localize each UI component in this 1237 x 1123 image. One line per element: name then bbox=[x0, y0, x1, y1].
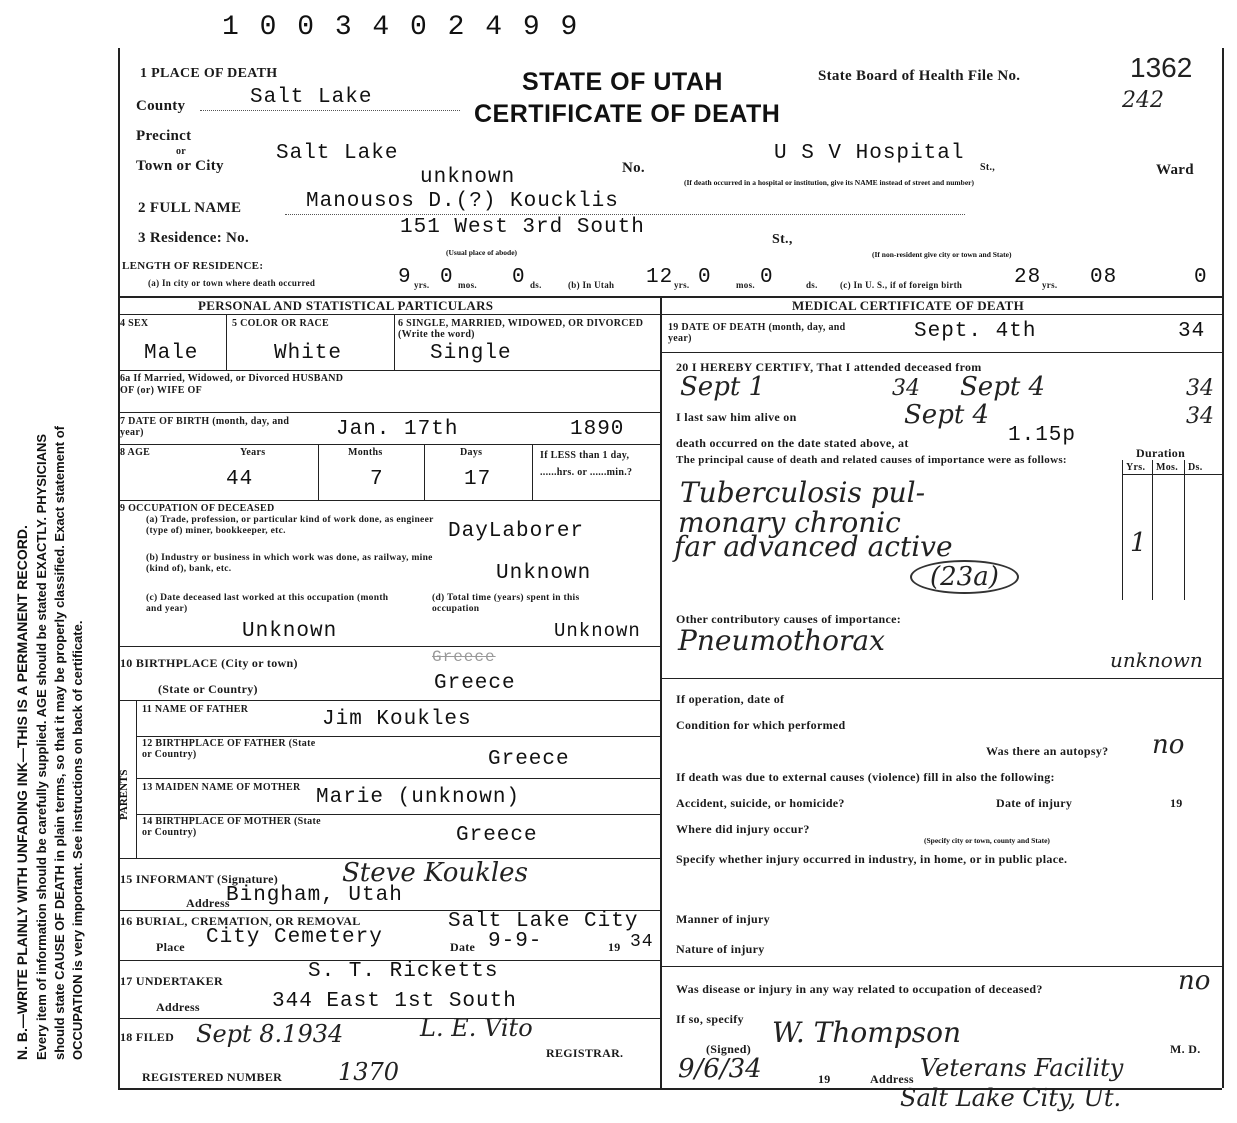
length-b-label: (b) In Utah bbox=[568, 280, 615, 290]
duration-ds: Ds. bbox=[1188, 462, 1203, 473]
length-b-yrs-label: yrs. bbox=[674, 280, 690, 290]
burial-city: Salt Lake City bbox=[448, 910, 639, 933]
marital-value: Single bbox=[430, 342, 512, 365]
row-line-6 bbox=[118, 700, 660, 701]
certificate-title: CERTIFICATE OF DEATH bbox=[474, 100, 781, 128]
father-birthplace-value: Greece bbox=[488, 748, 570, 771]
burial-place-label: Place bbox=[156, 940, 185, 954]
age-years: 44 bbox=[226, 468, 254, 491]
row-line-3 bbox=[118, 444, 660, 445]
ward-label: Ward bbox=[1156, 162, 1194, 178]
registrar-signature: L. E. Vito bbox=[420, 1014, 533, 1042]
duration-yrs: Yrs. bbox=[1126, 462, 1146, 473]
medical-line-1 bbox=[660, 352, 1222, 353]
date-of-death-label: 19 DATE OF DEATH (month, day, and year) bbox=[668, 322, 846, 344]
occupation-a-label: (a) Trade, profession, or particular kind of work done, as engineer (type of) miner, bookkeeper, etc. bbox=[146, 515, 434, 536]
father-name-value: Jim Koukles bbox=[322, 708, 472, 731]
parents-line-1 bbox=[136, 736, 660, 737]
birthplace-state-label: (State or Country) bbox=[158, 682, 258, 696]
file-no-label: State Board of Health File No. bbox=[818, 68, 1021, 84]
age-months: 7 bbox=[370, 468, 384, 491]
place-of-death-label: 1 PLACE OF DEATH bbox=[140, 66, 278, 81]
where-label: Where did injury occur? bbox=[676, 822, 810, 836]
days-label: Days bbox=[460, 447, 483, 458]
length-b-ds: 0 bbox=[760, 266, 774, 289]
occupation-label: 9 OCCUPATION OF DECEASED bbox=[120, 503, 275, 514]
signed-label: (Signed) bbox=[706, 1042, 752, 1056]
row-line-5 bbox=[118, 646, 660, 647]
occupation-d-label: (d) Total time (years) spent in this occupation bbox=[432, 593, 580, 614]
condition-label: Condition for which performed bbox=[676, 718, 846, 732]
mother-birthplace-value: Greece bbox=[456, 824, 538, 847]
age-div-2 bbox=[424, 444, 425, 500]
duration-div-1 bbox=[1122, 460, 1123, 600]
length-a-label: (a) In city or town where death occurred bbox=[148, 278, 316, 288]
length-c-yrs: 28 bbox=[1014, 266, 1042, 289]
spouse-label: 6a If Married, Widowed, or Divorced HUSBAND OF (or) WIFE OF bbox=[120, 373, 344, 396]
years-label: Years bbox=[240, 447, 266, 458]
parents-divider bbox=[136, 700, 137, 858]
md-label: M. D. bbox=[1170, 1042, 1201, 1056]
registered-number-label: REGISTERED NUMBER bbox=[142, 1070, 283, 1084]
informant-label: 15 INFORMANT (Signature) bbox=[120, 872, 279, 886]
row-line-4 bbox=[118, 500, 660, 501]
occupation-related-value: no bbox=[1178, 966, 1211, 996]
file-no-2: 242 bbox=[1122, 88, 1164, 113]
name-line bbox=[285, 214, 965, 215]
usual-abode-note: (Usual place of abode) bbox=[446, 248, 518, 257]
hospital-note: (If death occurred in a hospital or institution, give its NAME instead of street and number) bbox=[684, 178, 975, 187]
contributory-unknown: unknown bbox=[1110, 648, 1203, 672]
informant-address: Bingham, Utah bbox=[226, 884, 403, 907]
occupation-a-value: DayLaborer bbox=[448, 520, 585, 543]
attended-to: Sept 4 bbox=[960, 372, 1046, 402]
father-birthplace-label: 12 BIRTHPLACE OF FATHER (State or Country) bbox=[142, 738, 316, 760]
age-days: 17 bbox=[464, 468, 492, 491]
sex-label: 4 SEX bbox=[120, 318, 149, 329]
st-label: St., bbox=[980, 162, 996, 173]
death-at-label: death occurred on the date stated above, at bbox=[676, 436, 909, 450]
informant-address-label: Address bbox=[186, 896, 230, 910]
row-line-10 bbox=[118, 1018, 660, 1019]
file-no: 1362 bbox=[1130, 52, 1193, 83]
burial-year-prefix: 19 bbox=[608, 940, 621, 954]
sex-value: Male bbox=[144, 342, 199, 365]
center-divider bbox=[660, 296, 662, 1088]
row-line-1 bbox=[118, 370, 660, 371]
duration-label: Duration bbox=[1136, 446, 1186, 460]
undertaker-address: 344 East 1st South bbox=[272, 990, 517, 1013]
medical-header-line bbox=[660, 314, 1222, 315]
hospital-value: U S V Hospital bbox=[774, 142, 965, 165]
length-b-yrs: 12 bbox=[646, 266, 674, 289]
length-a-mos-label: mos. bbox=[458, 280, 477, 290]
occupation-c-label: (c) Date deceased last worked at this occupation (month and year) bbox=[146, 593, 389, 614]
length-c-label: (c) In U. S., if of foreign birth bbox=[840, 280, 963, 290]
occupation-b-label: (b) Industry or business in which work was done, as railway, mine (kind of), bank, etc. bbox=[146, 553, 433, 574]
where-note: (Specify city or town, county and State) bbox=[924, 836, 1050, 845]
medical-header: MEDICAL CERTIFICATE OF DEATH bbox=[792, 298, 1024, 313]
industry-label: Specify whether injury occurred in industry, in home, or in public place. bbox=[676, 852, 1068, 866]
parents-vertical-label: PARENTS bbox=[118, 769, 130, 820]
duration-mos: Mos. bbox=[1156, 462, 1179, 473]
occupation-b-value: Unknown bbox=[496, 562, 592, 585]
occupation-d-value: Unknown bbox=[554, 620, 641, 642]
cause-line-2: monary chronic bbox=[678, 506, 901, 539]
signature-year-prefix: 19 bbox=[818, 1072, 831, 1086]
town-value: Salt Lake bbox=[276, 142, 399, 165]
months-label: Months bbox=[348, 447, 383, 458]
precinct-label: Precinct bbox=[136, 128, 192, 144]
residence-label: 3 Residence: No. bbox=[138, 230, 250, 246]
dob-value: Jan. 17th bbox=[336, 418, 459, 441]
last-saw-year: 34 bbox=[1186, 404, 1214, 429]
county-label: County bbox=[136, 98, 186, 114]
burial-date-label: Date bbox=[450, 940, 476, 954]
length-b-mos: 0 bbox=[698, 266, 712, 289]
full-name-label: 2 FULL NAME bbox=[138, 200, 242, 216]
attended-to-year: 34 bbox=[1186, 376, 1214, 401]
sex-divider bbox=[226, 314, 227, 370]
autopsy-label: Was there an autopsy? bbox=[986, 744, 1109, 758]
color-value: White bbox=[274, 342, 343, 365]
town-label: Town or City bbox=[136, 158, 224, 174]
death-at-time: 1.15p bbox=[1008, 424, 1077, 447]
cause-label: The principal cause of death and related causes of importance were as follows: bbox=[676, 454, 1067, 466]
mother-name-label: 13 MAIDEN NAME OF MOTHER bbox=[142, 782, 301, 793]
color-divider bbox=[394, 314, 395, 370]
form-left-border bbox=[118, 48, 120, 1088]
length-a-ds-label: ds. bbox=[530, 280, 542, 290]
medical-line-2 bbox=[660, 678, 1222, 679]
signature-address: Veterans Facility bbox=[920, 1054, 1124, 1082]
certify-label: 20 I HEREBY CERTIFY, That I attended deceased from bbox=[676, 360, 982, 374]
marital-label: 6 SINGLE, MARRIED, WIDOWED, OR DIVORCED (Write the word) bbox=[398, 318, 644, 340]
injury-date-label: Date of injury bbox=[996, 796, 1073, 810]
length-a-ds: 0 bbox=[512, 266, 526, 289]
length-a-mos: 0 bbox=[440, 266, 454, 289]
signature-address-2: Salt Lake City, Ut. bbox=[900, 1084, 1122, 1112]
dob-label: 7 DATE OF BIRTH (month, day, and year) bbox=[120, 416, 290, 438]
age-div-1 bbox=[318, 444, 319, 500]
medical-line-3 bbox=[660, 966, 1222, 967]
mother-name-value: Marie (unknown) bbox=[316, 786, 521, 809]
contributory-label: Other contributory causes of importance: bbox=[676, 612, 902, 626]
age-label: 8 AGE bbox=[120, 447, 151, 458]
nature-label: Nature of injury bbox=[676, 942, 765, 956]
undertaker-name: S. T. Ricketts bbox=[308, 960, 499, 983]
burial-date: 9-9- bbox=[488, 930, 543, 953]
autopsy-value: no bbox=[1152, 730, 1185, 760]
side-note-4: OCCUPATION is very important. See instructions on back of certificate. bbox=[70, 620, 85, 1060]
undertaker-address-label: Address bbox=[156, 1000, 200, 1014]
personal-header: PERSONAL AND STATISTICAL PARTICULARS bbox=[198, 298, 494, 313]
burial-label: 16 BURIAL, CREMATION, OR REMOVAL bbox=[120, 914, 361, 928]
burial-place: City Cemetery bbox=[206, 926, 383, 949]
side-note-2: Every item of information should be carefully supplied. AGE should be stated EXACTLY. PHYSICIANS bbox=[34, 433, 49, 1060]
county-value: Salt Lake bbox=[250, 86, 373, 109]
registrar-label: REGISTRAR. bbox=[546, 1046, 624, 1060]
birthplace-city-struck: Greece bbox=[432, 648, 496, 666]
manner-label: Manner of injury bbox=[676, 912, 770, 926]
operation-label: If operation, date of bbox=[676, 692, 785, 706]
length-b-mos-label: mos. bbox=[736, 280, 755, 290]
duration-div-3 bbox=[1184, 460, 1185, 600]
no-label: No. bbox=[622, 160, 645, 176]
length-label: LENGTH OF RESIDENCE: bbox=[122, 260, 264, 272]
last-saw-label: I last saw him alive on bbox=[676, 410, 797, 424]
mother-birthplace-label: 14 BIRTHPLACE OF MOTHER (State or Country) bbox=[142, 816, 321, 838]
state-title: STATE OF UTAH bbox=[522, 68, 723, 96]
filed-date: Sept 8.1934 bbox=[196, 1020, 344, 1048]
or-label: or bbox=[176, 146, 187, 157]
attended-from-year: 34 bbox=[892, 376, 920, 401]
undertaker-label: 17 UNDERTAKER bbox=[120, 974, 223, 988]
dob-year: 1890 bbox=[570, 418, 625, 441]
birthplace-country: Greece bbox=[434, 672, 516, 695]
duration-line bbox=[1122, 474, 1222, 475]
personal-header-line bbox=[118, 314, 660, 315]
accident-label: Accident, suicide, or homicide? bbox=[676, 796, 845, 810]
less-than-label: If LESS than 1 day, ......hrs. or ......min.? bbox=[540, 450, 633, 478]
signature-address-label: Address bbox=[870, 1072, 914, 1086]
external-label: If death was due to external causes (violence) fill in also the following: bbox=[676, 770, 1055, 784]
father-name-label: 11 NAME OF FATHER bbox=[142, 704, 249, 715]
length-c-mos: 08 bbox=[1090, 266, 1118, 289]
date-of-death-year: 34 bbox=[1178, 320, 1206, 343]
parents-line-3 bbox=[136, 814, 660, 815]
side-note-3: should state CAUSE OF DEATH in plain terms, so that it may be properly classified. Exact statement of bbox=[52, 425, 67, 1060]
registered-number: 1370 bbox=[338, 1058, 400, 1086]
length-b-ds-label: ds. bbox=[806, 280, 818, 290]
row-line-2 bbox=[118, 412, 660, 413]
form-right-border bbox=[1222, 48, 1224, 1088]
birthplace-label: 10 BIRTHPLACE (City or town) bbox=[120, 656, 298, 670]
duration-div-2 bbox=[1152, 460, 1153, 600]
county-line bbox=[200, 110, 460, 111]
informant-signature: Steve Koukles bbox=[342, 858, 528, 888]
full-name-value: Manousos D.(?) Koucklis bbox=[306, 190, 619, 213]
cause-code: (23a) bbox=[910, 560, 1019, 594]
filed-label: 18 FILED bbox=[120, 1030, 175, 1044]
cause-duration: 1 bbox=[1130, 528, 1147, 558]
injury-year: 19 bbox=[1170, 796, 1183, 810]
date-of-death: Sept. 4th bbox=[914, 320, 1037, 343]
physician-signature: W. Thompson bbox=[772, 1016, 961, 1049]
residence-value: 151 West 3rd South bbox=[400, 216, 645, 239]
contributory-value: Pneumothorax bbox=[678, 624, 885, 657]
color-label: 5 COLOR OR RACE bbox=[232, 318, 330, 329]
burial-year: 34 bbox=[630, 932, 654, 952]
unknown-value: unknown bbox=[420, 166, 516, 189]
length-a-yrs-label: yrs. bbox=[414, 280, 430, 290]
cause-line-1: Tuberculosis pul- bbox=[680, 476, 926, 509]
residence-st-label: St., bbox=[772, 232, 793, 247]
occupation-related-label: Was disease or injury in any way related to occupation of deceased? bbox=[676, 982, 1043, 996]
occupation-c-value: Unknown bbox=[242, 620, 338, 643]
last-saw-date: Sept 4 bbox=[904, 400, 990, 430]
signature-date: 9/6/34 bbox=[678, 1054, 762, 1084]
cause-line-3: far advanced active bbox=[674, 530, 953, 563]
side-note-1: N. B.—WRITE PLAINLY WITH UNFADING INK—THIS IS A PERMANENT RECORD. bbox=[14, 525, 30, 1060]
length-c-ds: 0 bbox=[1194, 266, 1208, 289]
attended-from: Sept 1 bbox=[680, 372, 766, 402]
length-c-yrs-label: yrs. bbox=[1042, 280, 1058, 290]
parents-line-2 bbox=[136, 778, 660, 779]
length-a-yrs: 9 bbox=[398, 266, 412, 289]
serial-number: 1 0 0 3 4 0 2 4 9 9 bbox=[222, 12, 580, 43]
nonresident-note: (If non-resident give city or town and State) bbox=[872, 250, 1012, 259]
age-div-3 bbox=[532, 444, 533, 500]
specify-label: If so, specify bbox=[676, 1012, 744, 1026]
